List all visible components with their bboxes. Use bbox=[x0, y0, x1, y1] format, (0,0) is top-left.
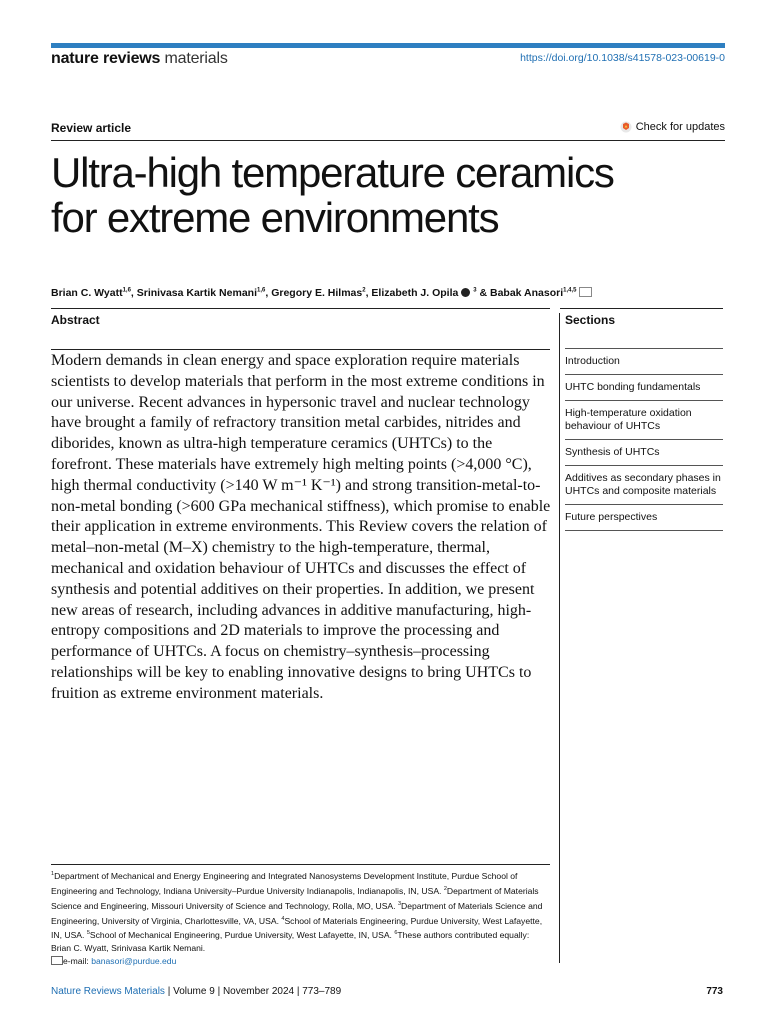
sections-heading: Sections bbox=[565, 313, 616, 327]
journal-name bbox=[51, 50, 228, 68]
author-sup: 3 bbox=[473, 287, 477, 294]
email-label: e-mail: bbox=[63, 956, 89, 967]
footer-journal-link[interactable]: Nature Reviews Materials bbox=[51, 986, 165, 997]
author-sup: 1,4,5 bbox=[563, 287, 577, 294]
header-accent-bar bbox=[51, 43, 725, 48]
abstract-heading: Abstract bbox=[51, 313, 100, 327]
affiliation-4: School of Materials Engineering, Purdue University, West Lafayette, IN, USA. bbox=[51, 915, 543, 941]
section-link-future[interactable]: Future perspectives bbox=[565, 504, 723, 531]
affil-num: 5 bbox=[86, 930, 90, 937]
section-link-bonding[interactable]: UHTC bonding fundamentals bbox=[565, 374, 723, 400]
check-updates-icon bbox=[620, 121, 632, 133]
sections-top-rule bbox=[560, 308, 723, 309]
affiliation-3: Department of Materials Science and Engineering, University of Virginia, Charlottesville, VA, USA. bbox=[51, 900, 543, 926]
author-list: Brian C. Wyatt$^{1,6}$, Srinivasa Kartik Nemani$^{1,6}$, Gregory E. Hilmas$^2$, Elizabeth J. Opila $^3$ & Babak Anasori$^{1,4,5}$ bbox=[51, 287, 731, 299]
journal-name-bold: nature reviews bbox=[51, 50, 161, 67]
author-sup: 1,6 bbox=[122, 287, 131, 294]
column-divider bbox=[559, 313, 560, 963]
section-link-synthesis[interactable]: Synthesis of UHTCs bbox=[565, 439, 723, 465]
article-type: Review article bbox=[51, 121, 132, 135]
check-for-updates-button[interactable] bbox=[620, 121, 725, 133]
section-link-introduction[interactable]: Introduction bbox=[565, 348, 723, 374]
footer-volume: | Volume 9 | November 2024 | 773–789 bbox=[167, 986, 342, 997]
affiliation-1: Department of Mechanical and Energy Engineering and Integrated Nanosystems Development Institute, Purdue School of Engineering and Technology, Indiana University–Purdue University Indianapolis, Indianapolis, IN, USA. bbox=[51, 870, 518, 896]
affil-num: 2 bbox=[443, 885, 447, 892]
footer-citation bbox=[51, 986, 341, 997]
affiliation-6: These authors contributed equally: Brian C. Wyatt, Srinivasa Kartik Nemani. bbox=[51, 930, 530, 954]
affiliations bbox=[51, 868, 551, 968]
title-line-2: for extreme environments bbox=[51, 194, 499, 241]
section-link-additives[interactable]: Additives as secondary phases in UHTCs and composite materials bbox=[565, 465, 723, 504]
author-sup: 1,6 bbox=[257, 287, 266, 294]
author-name[interactable]: Srinivasa Kartik Nemani bbox=[136, 287, 257, 299]
affiliation-5: School of Mechanical Engineering, Purdue University, West Lafayette, IN, USA. bbox=[89, 930, 392, 941]
affil-num: 4 bbox=[281, 915, 285, 922]
author-name[interactable]: Gregory E. Hilmas bbox=[271, 287, 363, 299]
page-number: 773 bbox=[706, 986, 723, 997]
author-sup: 2 bbox=[362, 287, 366, 294]
abstract-top-rule bbox=[51, 308, 550, 309]
author-name[interactable]: Brian C. Wyatt bbox=[51, 287, 123, 299]
email-link[interactable]: banasori@purdue.edu bbox=[91, 956, 177, 967]
title-line-1: Ultra-high temperature ceramics bbox=[51, 149, 614, 196]
doi-link[interactable]: https://doi.org/10.1038/s41578-023-00619-0 bbox=[520, 52, 725, 64]
affiliations-rule bbox=[51, 864, 550, 865]
abstract-heading-rule bbox=[51, 349, 550, 350]
affil-num: 3 bbox=[397, 900, 402, 907]
affiliation-2: Department of Materials Science and Engineering, Missouri University of Science and Technology, Rolla, MO, USA. bbox=[51, 885, 539, 911]
header-divider bbox=[51, 140, 725, 141]
abstract-text: Modern demands in clean energy and space exploration require materials scientists to develop materials that perform in the most extreme conditions in our universe. Recent advances in hypersonic travel and nuclear technology have brought a family of refractory transition metal carbides, nitrides and diborides, known as ultra-high temperature ceramics (UHTCs) to the forefront. These materials have extremely high melting points (>4,000 °C), high thermal conductivity (>140 W m⁻¹ K⁻¹) and strong transition-metal-to-non-metal bonding (>600 GPa mechanical stiffness), which promise to enable their application in extreme environments. This Review covers the relation of metal–non-metal (M–X) chemistry to the high-temperature, thermal, mechanical and oxidation behaviour of UHTCs and discusses the effect of synthesis and potential additives on their properties. In addition, we present new areas of research, including advances in additive manufacturing, high-entropy compositions and 2D materials to improve the processing and performance of UHTCs. A focus on chemistry–synthesis–processing relationships will be key to enabling innovative designs to bring UHTCs to fruition as extreme environment materials. bbox=[51, 352, 551, 702]
journal-name-light: materials bbox=[164, 50, 228, 67]
affil-num: 1 bbox=[51, 871, 55, 877]
check-updates-label: Check for updates bbox=[635, 121, 725, 133]
orcid-icon[interactable] bbox=[461, 288, 470, 297]
author-name[interactable]: Babak Anasori bbox=[489, 287, 564, 299]
article-title bbox=[51, 150, 731, 240]
section-link-oxidation[interactable]: High-temperature oxidation behaviour of UHTCs bbox=[565, 400, 723, 439]
sections-list bbox=[565, 348, 723, 531]
author-name[interactable]: Elizabeth J. Opila bbox=[371, 287, 459, 299]
email-icon[interactable] bbox=[579, 287, 592, 297]
affil-num: 6 bbox=[394, 930, 398, 937]
envelope-icon bbox=[51, 956, 63, 965]
